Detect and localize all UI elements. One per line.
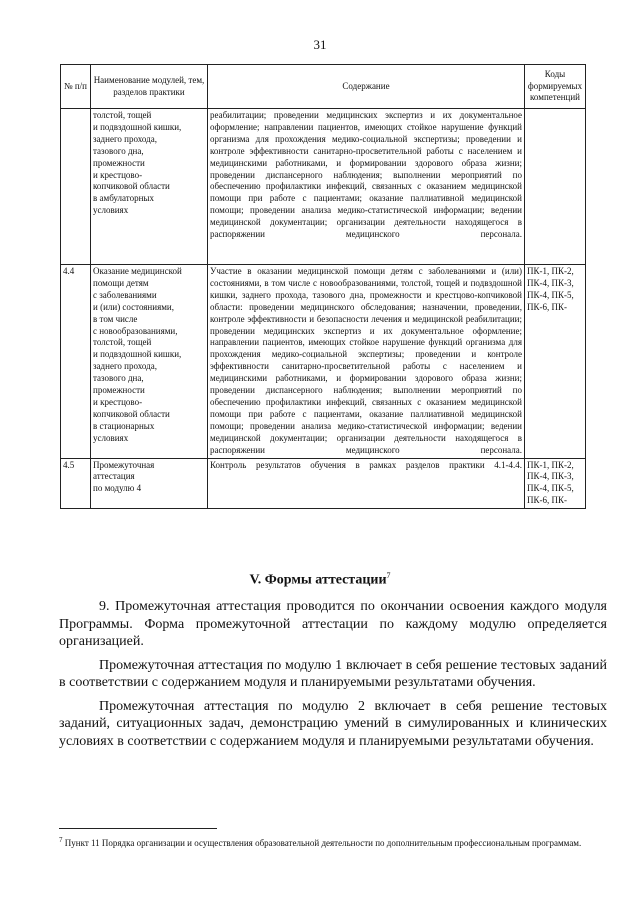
footnote [59, 834, 607, 849]
row-name: толстой, тощей и подвздошной кишки, заднего прохода, тазового дна, промежности и крестцово- копчиковой области в амбулаторных условиях [91, 109, 208, 265]
row-num: 4.5 [61, 458, 91, 509]
row-codes: ПК-1, ПК-2, ПК-4, ПК-3, ПК-4, ПК-5, ПК-6, ПК- [525, 458, 586, 509]
footnote-divider [59, 828, 217, 829]
paragraph: 9. Промежуточная аттестация проводится по окончании освоения каждого модуля Программы. Форма промежуточной аттестации по каждому модулю определяется организацией. [59, 599, 607, 649]
header-name: Наименование модулей, тем, разделов практики [91, 65, 208, 109]
row-content: реабилитации; проведении медицинских экспертиз и их документальное оформление; направлении пациентов, имеющих стойкое нарушение функций организма для прохождения медико-социальной экспертизы; проведении и контроле эффективности санитарно-просветительной работы с населением и медицинскими работниками, и формировании здорового образа жизни; проведении диспансерного наблюдения; выполнении мероприятий по обеспечению профилактики инфекций, связанных с оказанием медицинской помощи при работе с пациентами; оказание паллиативной медицинской помощи; проведении анализа медико-статистической информации; ведении медицинской документации; организации деятельности находящегося в распоряжении медицинского персонала. [208, 109, 525, 265]
row-name: Оказание медицинской помощи детям с заболеваниями и (или) состояниями, в том числе с новообразованиями, толстой, тощей и подвздошной кишки, заднего прохода, тазового дна, промежности и крестцово- копчиковой области в стационарных условиях [91, 265, 208, 459]
section-title [0, 571, 640, 589]
section-body [59, 598, 607, 756]
row-content: Контроль результатов обучения в рамках разделов практики 4.1-4.4. [208, 458, 525, 509]
table-row [61, 265, 586, 459]
row-content: Участие в оказании медицинской помощи детям с заболеваниями и (или) состояниями, в том числе с новообразованиями, толстой, тощей и подвздошной кишки, заднего прохода, тазового дна, промежности и крестцово-копчиковой области: проведении медицинского обследования; назначении, проведении, контроле эффективности и безопасности лечения и медицинской реабилитации; проведении медицинских экспертиз и их документальное оформление; направлении пациентов, имеющих стойкое нарушение функций организма для прохождения медико-социальной экспертизы; проведении и контроле эффективности санитарно-просветительной работы с населением и медицинскими работниками, и формировании здорового образа жизни; проведении диспансерного наблюдения; выполнении мероприятий по обеспечению профилактики инфекций, связанных с оказанием медицинской помощи при работе с пациентами, оказание паллиативной медицинской помощи; проведении анализа медико-статистической информации; ведении медицинской документации; организации деятельности находящегося в распоряжении медицинского персонала. [208, 265, 525, 459]
row-num [61, 109, 91, 265]
header-codes: Коды формируемых компетенций [525, 65, 586, 109]
table-header [61, 65, 586, 109]
footnote-text: Пункт 11 Порядка организации и осуществления образовательной деятельности по дополнительным профессиональным программам. [64, 838, 582, 848]
row-codes: ПК-1, ПК-2, ПК-4, ПК-3, ПК-4, ПК-5, ПК-6, ПК- [525, 265, 586, 459]
program-table [60, 64, 586, 509]
row-codes [525, 109, 586, 265]
table-row [61, 109, 586, 265]
page-number: 31 [313, 37, 327, 52]
paragraph: Промежуточная аттестация по модулю 2 включает в себя решение тестовых заданий, ситуационных задач, демонстрацию умений в симулированных и клинических условиях в соответствии с содержанием модуля и планируемыми результатами обучения. [59, 698, 607, 749]
header-content: Содержание [208, 65, 525, 109]
footnote-ref: 7 [386, 571, 391, 580]
section-title-text: V. Формы аттестации [249, 572, 387, 588]
header-num: № п/п [61, 65, 91, 109]
paragraph: Промежуточная аттестация по модулю 1 включает в себя решение тестовых заданий в соответствии с содержанием модуля и планируемыми результатами обучения. [59, 657, 607, 690]
table-row [61, 458, 586, 509]
footnote-marker: 7 [59, 836, 63, 844]
row-name: Промежуточная аттестация по модулю 4 [91, 458, 208, 509]
row-num: 4.4 [61, 265, 91, 459]
